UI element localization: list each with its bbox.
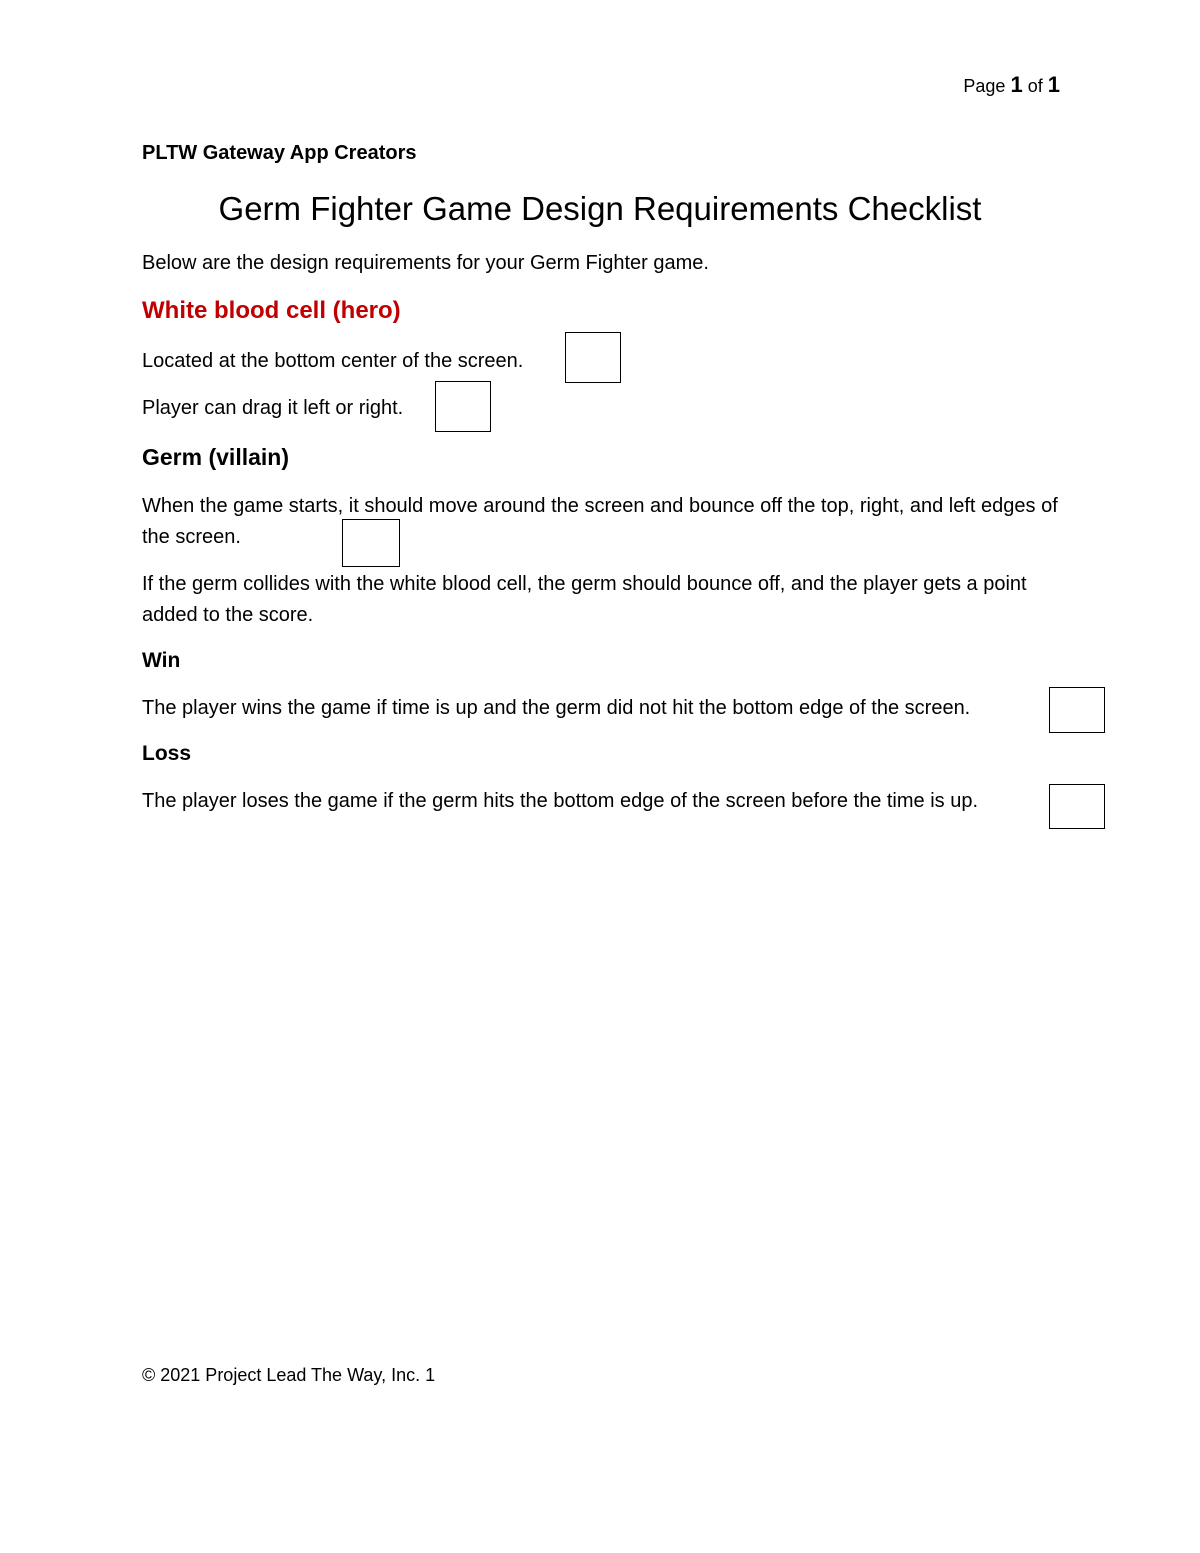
win-requirement-1-checkbox[interactable] bbox=[1049, 687, 1105, 733]
villain-heading: Germ (villain) bbox=[142, 444, 289, 470]
page-number bbox=[963, 72, 1060, 98]
document-title: Germ Fighter Game Design Requirements Checklist bbox=[218, 190, 982, 227]
hero-requirement-2: Player can drag it left or right. bbox=[142, 397, 404, 419]
hero-requirement-1-checkbox[interactable] bbox=[565, 332, 621, 383]
page-current: 1 bbox=[1010, 72, 1023, 97]
villain-requirement-2: If the germ collides with the white blood cell, the germ should bounce off, and the player gets a point added to the score. bbox=[142, 573, 1027, 626]
loss-requirement-1-checkbox[interactable] bbox=[1049, 784, 1105, 829]
hero-requirement-2-checkbox[interactable] bbox=[435, 381, 491, 432]
win-heading: Win bbox=[142, 649, 181, 672]
loss-heading: Loss bbox=[142, 742, 192, 765]
villain-requirement-1: When the game starts, it should move around the screen and bounce off the top, right, and left edges of the screen. bbox=[142, 495, 1058, 548]
villain-requirement-1-checkbox[interactable] bbox=[342, 519, 400, 567]
loss-requirement-1: The player loses the game if the germ hits the bottom edge of the screen before the time is up. bbox=[142, 790, 979, 812]
course-name: PLTW Gateway App Creators bbox=[142, 142, 417, 164]
hero-heading: White blood cell (hero) bbox=[142, 297, 401, 324]
copyright-footer: © 2021 Project Lead The Way, Inc. 1 bbox=[142, 1365, 436, 1385]
win-requirement-1: The player wins the game if time is up and the germ did not hit the bottom edge of the screen. bbox=[142, 697, 971, 719]
page-total: 1 bbox=[1047, 72, 1060, 97]
intro-text: Below are the design requirements for your Germ Fighter game. bbox=[142, 252, 709, 274]
page-prefix: Page bbox=[963, 76, 1006, 96]
page-of: of bbox=[1027, 76, 1043, 96]
hero-requirement-1: Located at the bottom center of the screen. bbox=[142, 350, 524, 372]
